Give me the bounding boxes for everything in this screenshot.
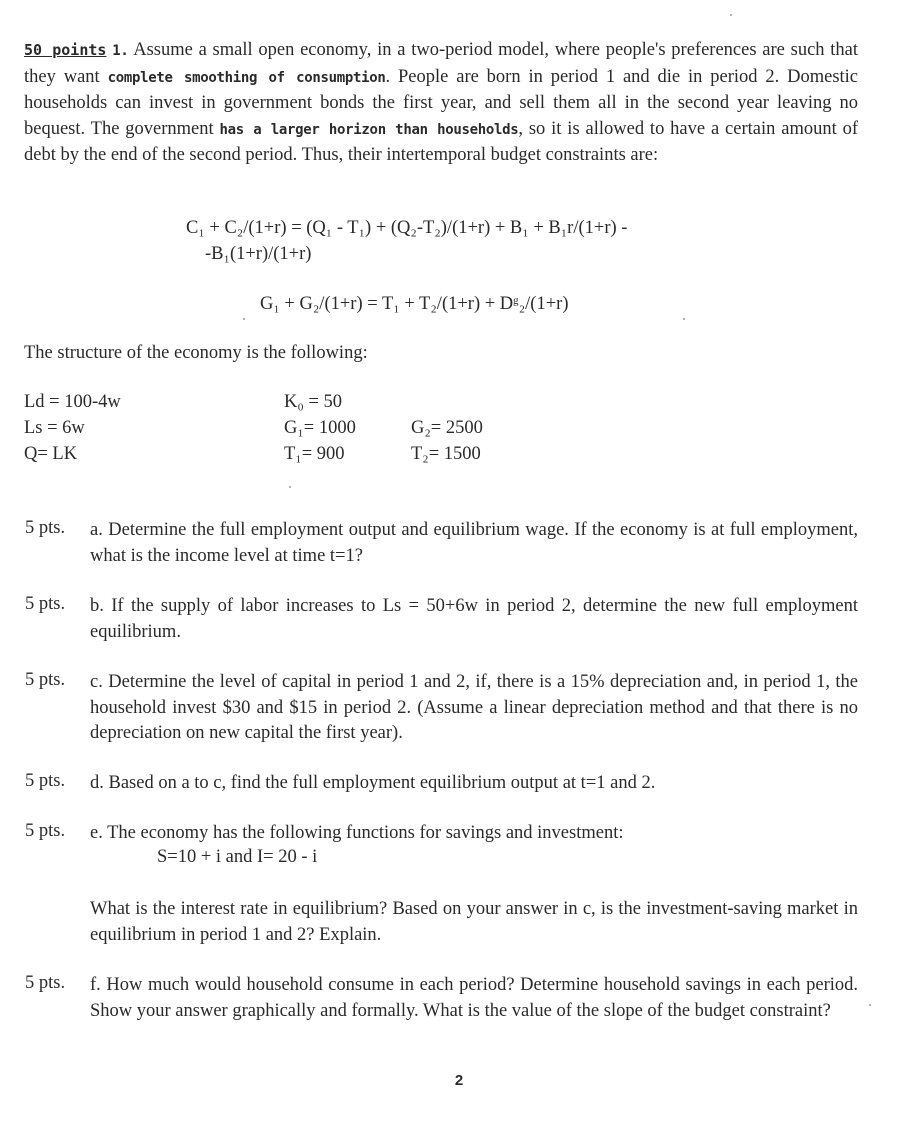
taxes-1: T₁= 900: [284, 444, 345, 464]
scan-speck: [869, 1004, 871, 1006]
production-function: Q= LK: [24, 444, 78, 464]
structure-title: The structure of the economy is the following:: [24, 343, 368, 363]
problem-number: 1.: [112, 43, 129, 59]
question-b: b. If the supply of labor increases to Ls = 50+6w in period 2, determine the new full employment equilibrium.: [90, 596, 858, 642]
intro-text-c: , so it is allowed to have a certain amount of debt by the end of the second period. Thus, their intertemporal budget constraints are:: [24, 118, 858, 166]
emphasis-smoothing: complete smoothing of consumption: [107, 69, 386, 86]
question-b-points: 5 pts.: [25, 594, 66, 614]
question-d: d. Based on a to c, find the full employment equilibrium output at t=1 and 2.: [90, 773, 656, 793]
question-d-points: 5 pts.: [25, 771, 66, 791]
labor-demand: Ld = 100-4w: [24, 392, 121, 412]
gov-spending-1: G₁= 1000: [284, 418, 356, 438]
scan-speck: [243, 318, 245, 320]
question-e-points: 5 pts.: [25, 821, 66, 841]
taxes-2: T₂= 1500: [411, 444, 481, 464]
question-f-points: 5 pts.: [25, 973, 66, 993]
intro-text-a: Assume a small open economy, in a two-period model, where people's preferences are such that they want: [24, 40, 859, 87]
problem-intro: [24, 38, 858, 169]
question-e-followup: What is the interest rate in equilibrium? Based on your answer in c, is the investment-saving market in equilibrium in period 1 and 2? Explain.: [90, 899, 858, 945]
scan-speck: [683, 318, 685, 320]
question-a: a. Determine the full employment output and equilibrium wage. If the economy is at full employment, what is the income level at time t=1?: [90, 520, 858, 566]
question-c-points: 5 pts.: [25, 670, 66, 690]
total-points: 50 points: [24, 41, 107, 59]
scan-speck: [730, 14, 732, 16]
labor-supply: Ls = 6w: [24, 418, 85, 438]
household-budget-constraint-line1: C₁ + C₂/(1+r) = (Q₁ - T₁) + (Q₂-T₂)/(1+r) + B₁ + B₁r/(1+r) -: [186, 218, 628, 238]
question-f: f. How much would household consume in each period? Determine household savings in each period. Show your answer graphically and formally. What is the value of the slope of the budget constraint?: [90, 975, 858, 1021]
household-budget-constraint-line2: -B₁(1+r)/(1+r): [205, 244, 312, 264]
question-c: c. Determine the level of capital in period 1 and 2, if, there is a 15% depreciation and, in period 1, the household invest $30 and $15 in period 2. (Assume a linear depreciation method and that there is no depreciation on new capital the first year).: [90, 672, 858, 744]
gov-spending-2: G₂= 2500: [411, 418, 483, 438]
question-a-points: 5 pts.: [25, 518, 66, 538]
initial-capital: K₀ = 50: [284, 392, 342, 412]
emphasis-horizon: has a larger horizon than households: [219, 121, 519, 138]
intro-text-b: . People are born in period 1 and die in period 2. Domestic households can invest in government bonds the first year, and sell them all in the second year leaving no bequest. The government: [24, 66, 859, 139]
savings-investment-functions: S=10 + i and I= 20 - i: [157, 847, 318, 867]
question-e: e. The economy has the following functions for savings and investment:: [90, 823, 624, 843]
government-budget-constraint: G₁ + G₂/(1+r) = T₁ + T₂/(1+r) + Dᵍ₂/(1+r): [260, 294, 569, 314]
scan-speck: [289, 486, 291, 488]
page-number: 2: [454, 1072, 464, 1089]
